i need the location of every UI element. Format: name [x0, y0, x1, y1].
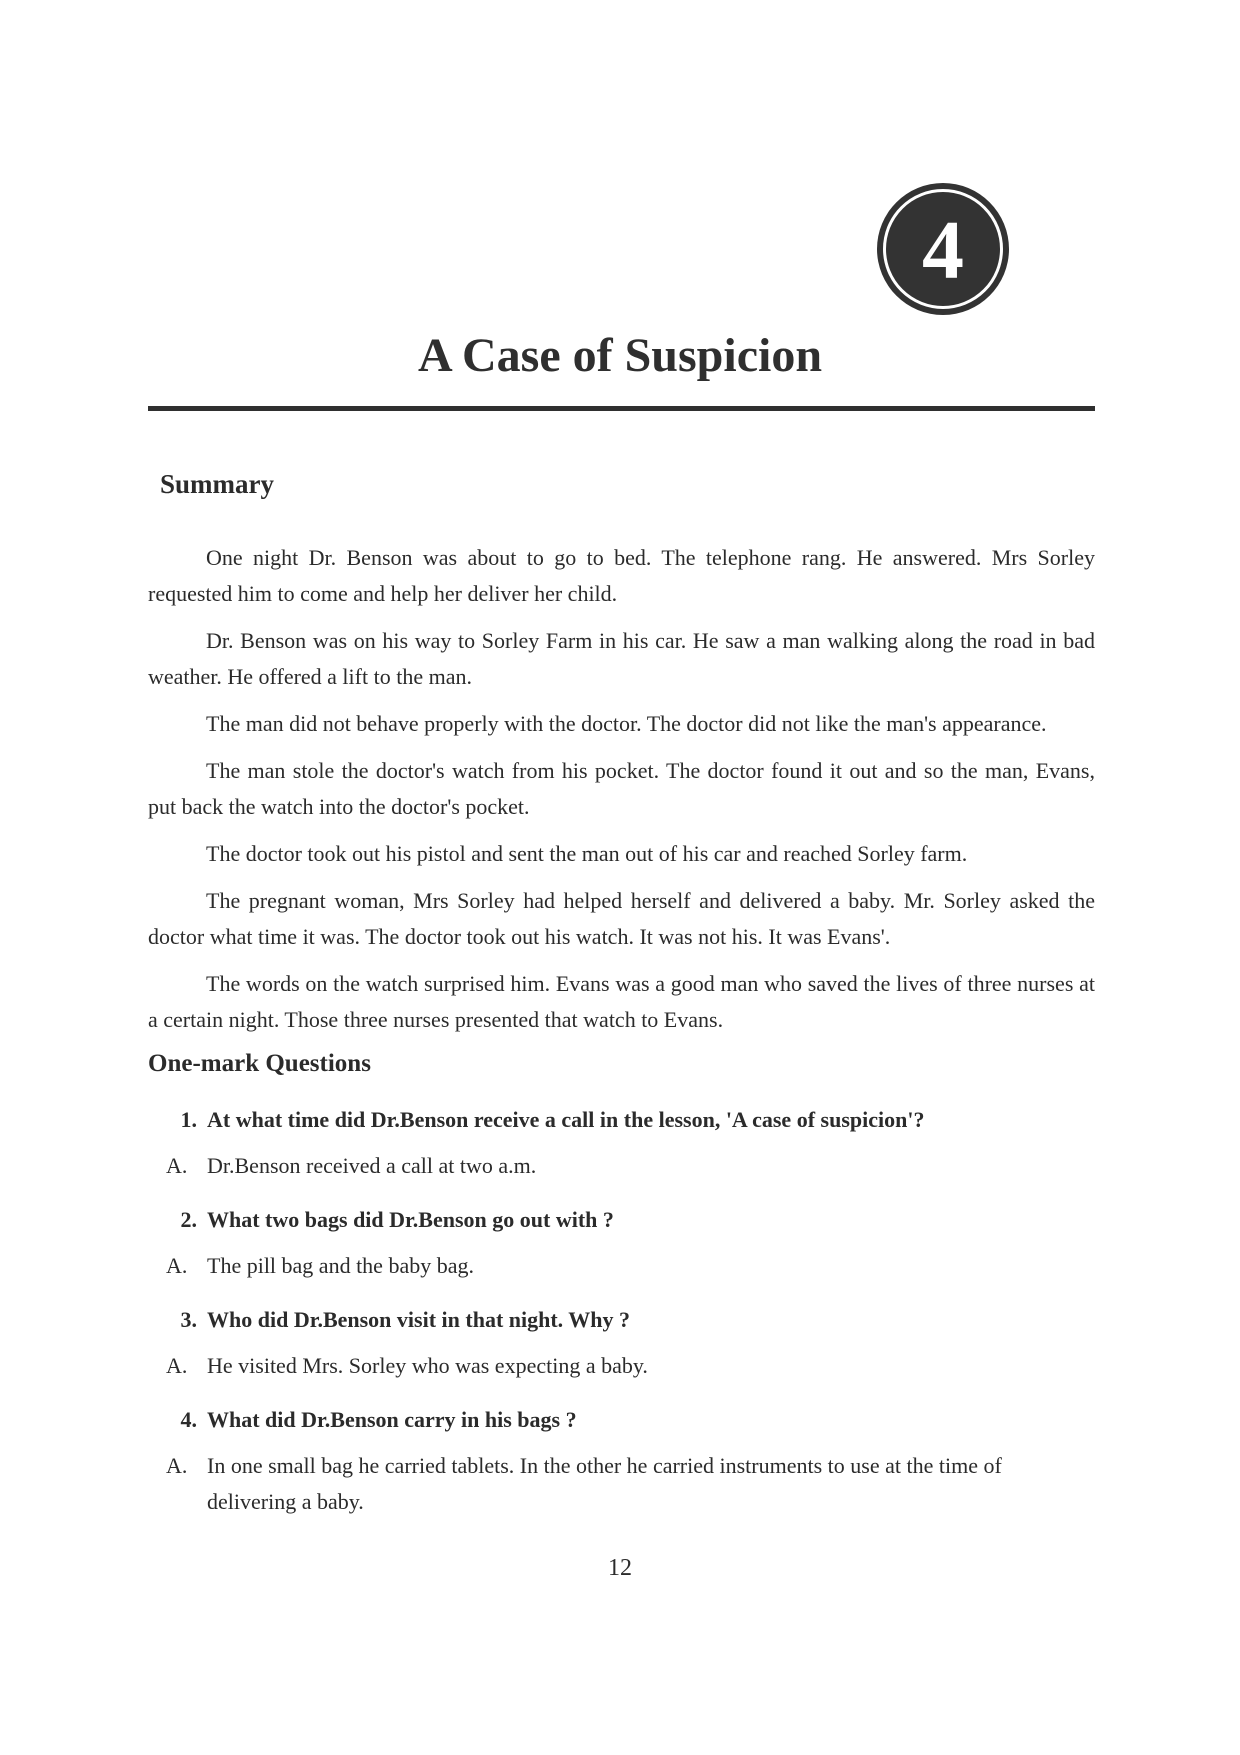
- question-4: [148, 1402, 1095, 1438]
- summary-paragraph-5: The doctor took out his pistol and sent the man out of his car and reached Sorley farm.: [206, 841, 968, 866]
- question-1: [148, 1102, 1095, 1138]
- question-number: 3.: [180, 1307, 197, 1332]
- question-2: [148, 1202, 1095, 1238]
- question-text: At what time did Dr.Benson receive a call in the lesson, 'A case of suspicion'?: [207, 1107, 925, 1132]
- chapter-number-badge: [877, 183, 1009, 315]
- summary-paragraph-4: The man stole the doctor's watch from his pocket. The doctor found it out and so the man, Evans, put back the watch into the doctor's pocket.: [148, 758, 1095, 819]
- answer-4: [148, 1448, 1095, 1520]
- question-3: [148, 1302, 1095, 1338]
- answer-label: A.: [166, 1153, 188, 1178]
- answer-label: A.: [166, 1253, 188, 1278]
- answer-2: [148, 1248, 1095, 1284]
- answer-3: [148, 1348, 1095, 1384]
- questions-heading: One-mark Questions: [148, 1050, 371, 1077]
- question-list: [148, 1102, 1095, 1538]
- answer-label: A.: [166, 1353, 188, 1378]
- summary-heading: Summary: [160, 469, 274, 499]
- chapter-title: A Case of Suspicion: [417, 329, 823, 382]
- summary-paragraph-1: One night Dr. Benson was about to go to bed. The telephone rang. He answered. Mrs Sorley requested him to come and help her deliver her child.: [148, 545, 1095, 606]
- answer-text: Dr.Benson received a call at two a.m.: [207, 1153, 537, 1178]
- title-divider: [148, 406, 1095, 411]
- question-text: What did Dr.Benson carry in his bags ?: [207, 1407, 577, 1432]
- answer-1: [148, 1148, 1095, 1184]
- summary-paragraph-3: The man did not behave properly with the doctor. The doctor did not like the man's appearance.: [206, 711, 1047, 736]
- summary-paragraph-7: The words on the watch surprised him. Evans was a good man who saved the lives of three nurses at a certain night. Those three nurses presented that watch to Evans.: [148, 971, 1095, 1032]
- question-number: 2.: [180, 1207, 197, 1232]
- summary-paragraph-2: Dr. Benson was on his way to Sorley Farm in his car. He saw a man walking along the road in bad weather. He offered a lift to the man.: [148, 628, 1095, 689]
- question-number: 1.: [180, 1107, 197, 1132]
- question-text: What two bags did Dr.Benson go out with ?: [207, 1207, 614, 1232]
- page-number: 12: [608, 1555, 632, 1581]
- answer-text: The pill bag and the baby bag.: [207, 1253, 474, 1278]
- question-number: 4.: [180, 1407, 197, 1432]
- question-text: Who did Dr.Benson visit in that night. Why ?: [207, 1307, 631, 1332]
- chapter-number: 4: [922, 204, 964, 297]
- answer-label: A.: [166, 1453, 188, 1478]
- answer-text: In one small bag he carried tablets. In the other he carried instruments to use at the time of delivering a baby.: [207, 1453, 1002, 1514]
- answer-text: He visited Mrs. Sorley who was expecting a baby.: [207, 1353, 648, 1378]
- summary-body: [148, 540, 1095, 1049]
- summary-paragraph-6: The pregnant woman, Mrs Sorley had helped herself and delivered a baby. Mr. Sorley asked the doctor what time it was. The doctor took out his watch. It was not his. It was Evans'.: [148, 888, 1095, 949]
